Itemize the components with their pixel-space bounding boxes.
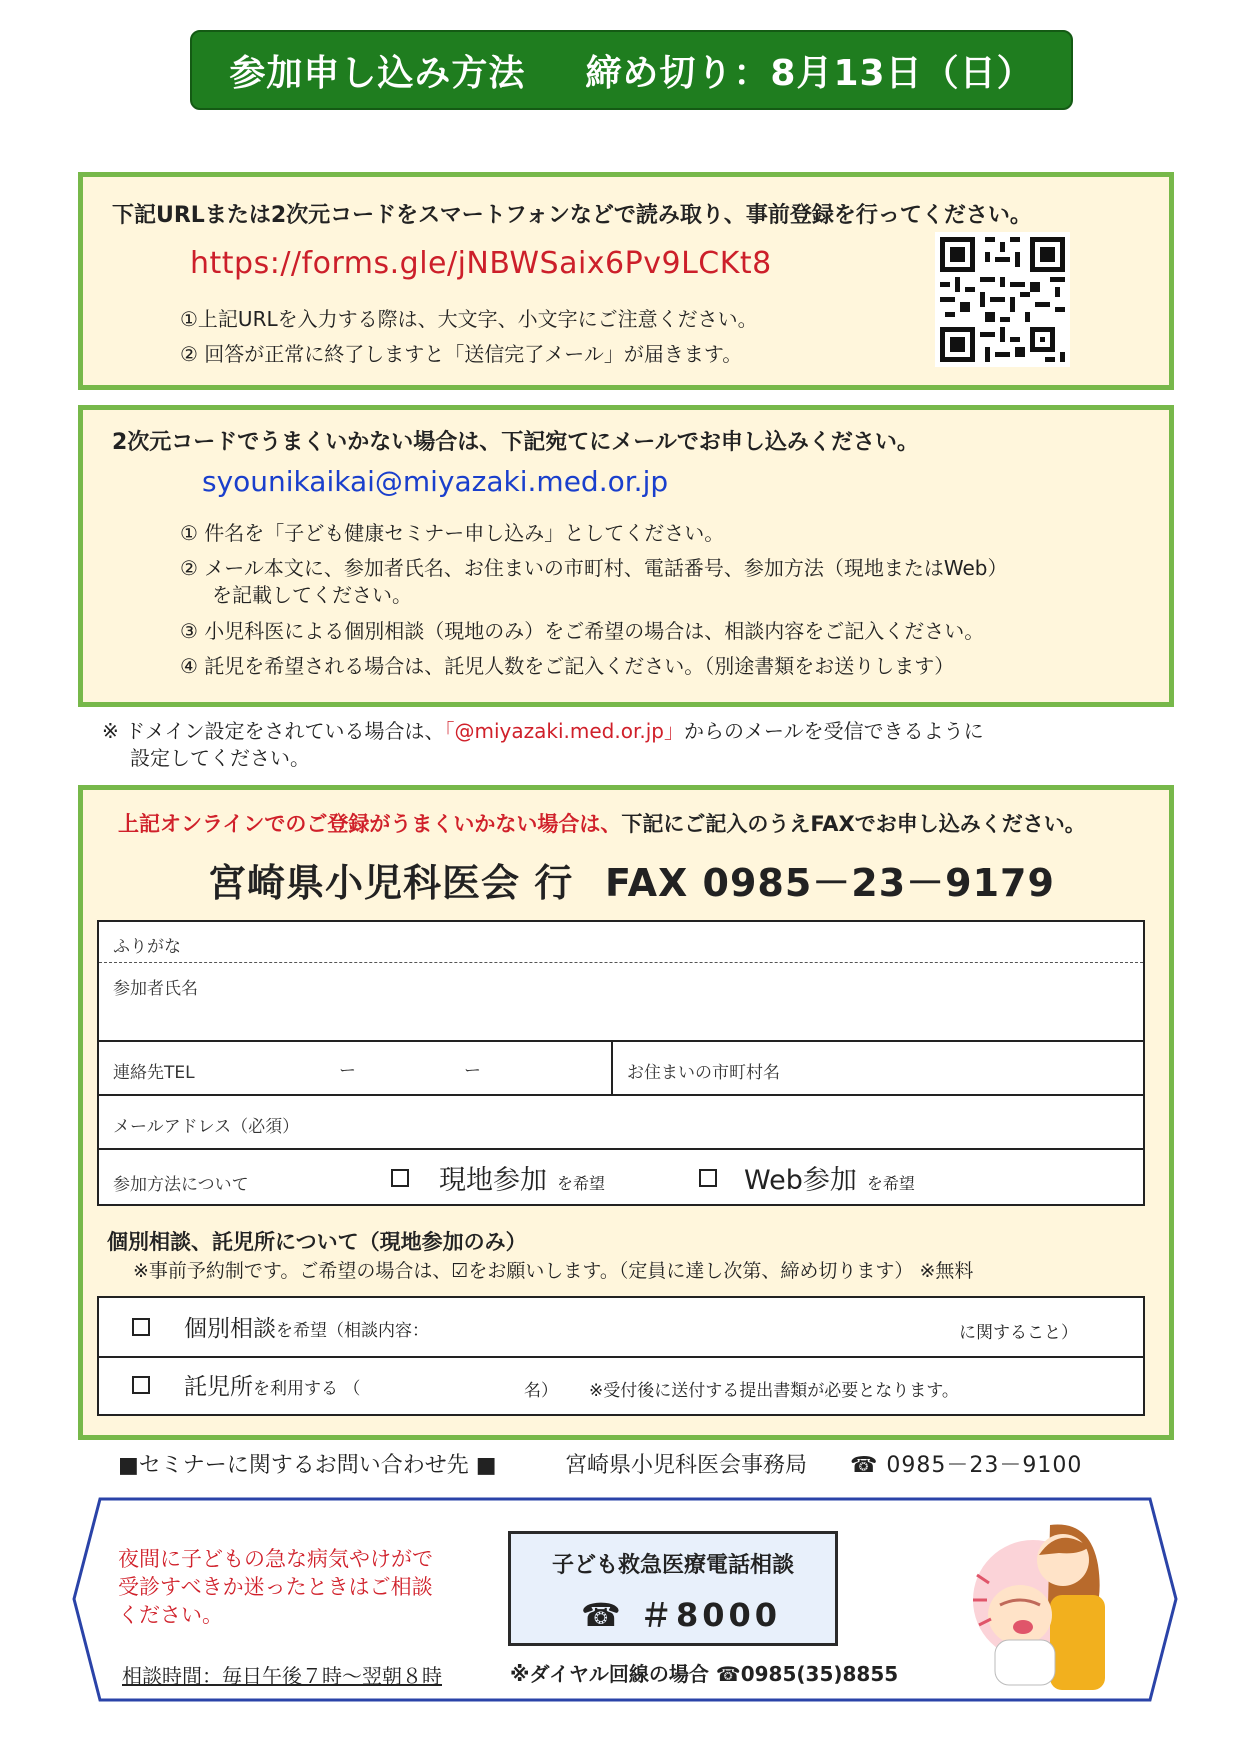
daycare-note: ※受付後に送付する提出書類が必要となります。 [589,1381,959,1401]
tel-field[interactable] [229,1044,604,1090]
online-lead: 下記URLまたは2次元コードをスマートフォンなどで読み取り、事前登録を行ってください。 [112,203,1032,228]
row-divider [99,1040,1143,1042]
city-field[interactable] [819,1044,1134,1090]
row-divider [99,1356,1143,1358]
web-option: Web参加 を希望 [744,1165,915,1196]
emergency-title: 子ども救急医療電話相談 [551,1553,794,1578]
email-item-2-cont: を記載してください。 [212,583,412,607]
onsite-checkbox[interactable] [391,1169,409,1187]
furigana-divider [99,962,1143,963]
email-item-2: ② メール本文に、参加者氏名、お住まいの市町村、電話番号、参加方法（現地またはWeb） [180,556,1008,580]
col-divider [611,1040,613,1094]
contact-phone: ☎ 0985－23－9100 [850,1453,1083,1478]
fax-recipient: 宮崎県小児科医会 行 [208,861,574,905]
emergency-hours: 相談時間：毎日午後７時～翌朝８時 [122,1664,442,1688]
contact-label: ■セミナーに関するお問い合わせ先 ■ [118,1453,497,1478]
fax-number: FAX 0985－23－9179 [605,861,1055,905]
online-note-1: ①上記URLを入力する際は、大文字、小文字にご注意ください。 [180,307,758,331]
registration-email-link[interactable]: syounikaikai@miyazaki.med.or.jp [202,465,669,498]
consult-heading: 個別相談、託児所について（現地参加のみ） [107,1230,527,1254]
row-divider [99,1148,1143,1150]
onsite-option: 現地参加 を希望 [439,1165,606,1196]
registration-form [97,920,1145,1206]
contact-office: 宮崎県小児科医会事務局 [565,1453,808,1478]
email-item-3: ③ 小児科医による個別相談（現地のみ）をご希望の場合は、相談内容をご記入ください。 [180,619,985,643]
furigana-label: ふりがな [113,937,181,957]
fax-lead: 上記オンラインでのご登録がうまくいかない場合は、下記にご記入のうえFAXでお申し込みください。 [118,812,1086,836]
email-item-1: ① 件名を「子ども健康セミナー申し込み」としてください。 [180,521,725,545]
web-checkbox[interactable] [699,1169,717,1187]
domain-name: 「@miyazaki.med.or.jp」 [444,719,684,743]
daycare-checkbox[interactable] [132,1376,150,1394]
name-label: 参加者氏名 [113,979,198,999]
daycare-count-field[interactable] [399,1364,519,1404]
email-item-4: ④ 託児を希望される場合は、託児人数をご記入ください。（別途書類をお送りします） [180,654,955,678]
domain-note: ※ ドメイン設定をされている場合は、「@miyazaki.med.or.jp」からのメールを受信できるように [102,719,984,743]
consult-row-end: に関すること） [959,1323,1078,1343]
consult-content-field[interactable] [499,1308,949,1348]
qr-code-icon[interactable] [935,232,1070,367]
dial-line-note: ※ダイヤル回線の場合 ☎0985(35)8855 [510,1662,899,1686]
consult-checkbox[interactable] [132,1318,150,1336]
consult-note: ※事前予約制です。ご希望の場合は、☑をお願いします。（定員に達し次第、締め切ります） ※無料 [133,1260,974,1282]
title-bar [190,30,1073,110]
parent-child-illustration [955,1505,1125,1695]
consult-table [97,1296,1145,1416]
tel-dash: ー [464,1061,481,1081]
tel-dash: ー [339,1061,356,1081]
emergency-number[interactable]: ☎ ＃8000 [581,1596,782,1634]
daycare-unit: 名） [524,1381,558,1401]
name-field[interactable] [299,966,1129,1036]
tel-label: 連絡先TEL [113,1063,195,1083]
registration-url-link[interactable]: https://forms.gle/jNBWSaix6Pv9LCKt8 [190,246,772,281]
consult-row-label: 個別相談を希望（相談内容： [184,1316,429,1342]
emergency-text: 夜間に子どもの急な病気やけがで 受診すべきか迷ったときはご相談 ください。 [118,1547,433,1627]
domain-note-line2: 設定してください。 [130,746,310,770]
email-label: メールアドレス（必須） [113,1117,300,1137]
email-lead: 2次元コードでうまくいかない場合は、下記宛てにメールでお申し込みください。 [112,430,919,455]
emergency-number-box [508,1531,838,1646]
method-label: 参加方法について [113,1175,249,1195]
email-field[interactable] [339,1098,1134,1144]
furigana-field[interactable] [299,924,1129,960]
city-label: お住まいの市町村名 [627,1063,780,1083]
daycare-row-label: 託児所を利用する （ [184,1374,361,1400]
deadline: 締め切り：8月13日（日） [585,52,1034,94]
page-title: 参加申し込み方法 [229,52,526,94]
row-divider [99,1094,1143,1096]
online-note-2: ② 回答が正常に終了しますと「送信完了メール」が届きます。 [180,342,743,366]
